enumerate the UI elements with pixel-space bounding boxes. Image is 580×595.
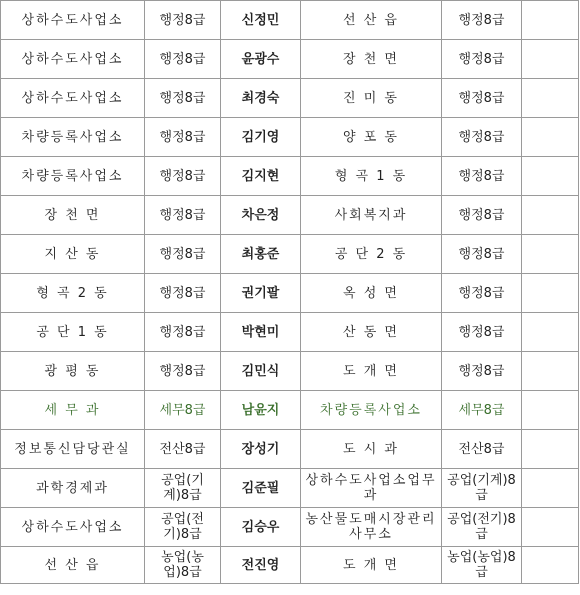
from-dept-cell: 세 무 과: [1, 391, 145, 430]
from-grade-cell: 행정8급: [145, 1, 221, 40]
to-dept-cell: 산 동 면: [301, 313, 442, 352]
name-cell: 차은정: [221, 196, 301, 235]
from-dept-cell: 상하수도사업소: [1, 40, 145, 79]
blank-cell: [522, 508, 579, 547]
table-row: [1, 313, 579, 352]
to-dept-cell: 양 포 동: [301, 118, 442, 157]
to-grade-cell: 전산8급: [442, 430, 522, 469]
from-grade-cell: 행정8급: [145, 40, 221, 79]
to-grade-cell: 행정8급: [442, 1, 522, 40]
from-grade-cell: 전산8급: [145, 430, 221, 469]
to-dept-cell: 사회복지과: [301, 196, 442, 235]
to-dept-cell: 상하수도사업소업무과: [301, 469, 442, 508]
table-row: [1, 391, 579, 430]
to-dept-cell: 차량등록사업소: [301, 391, 442, 430]
blank-cell: [522, 118, 579, 157]
name-cell: 김민식: [221, 352, 301, 391]
blank-cell: [522, 352, 579, 391]
from-dept-cell: 장 천 면: [1, 196, 145, 235]
table-row: [1, 118, 579, 157]
table-row: [1, 1, 579, 40]
to-grade-cell: 행정8급: [442, 79, 522, 118]
from-grade-cell: 농업(농업)8급: [145, 547, 221, 584]
table-body: [1, 1, 579, 584]
from-grade-cell: 공업(기계)8급: [145, 469, 221, 508]
from-grade-cell: 행정8급: [145, 274, 221, 313]
blank-cell: [522, 391, 579, 430]
blank-cell: [522, 313, 579, 352]
from-grade-cell: 행정8급: [145, 352, 221, 391]
name-cell: 김기영: [221, 118, 301, 157]
to-dept-cell: 선 산 읍: [301, 1, 442, 40]
blank-cell: [522, 196, 579, 235]
name-cell: 전진영: [221, 547, 301, 584]
to-grade-cell: 행정8급: [442, 274, 522, 313]
from-grade-cell: 행정8급: [145, 157, 221, 196]
to-grade-cell: 행정8급: [442, 40, 522, 79]
table-row: [1, 352, 579, 391]
name-cell: 최홍준: [221, 235, 301, 274]
blank-cell: [522, 547, 579, 584]
name-cell: 김준필: [221, 469, 301, 508]
from-grade-cell: 행정8급: [145, 313, 221, 352]
table-row: [1, 430, 579, 469]
from-dept-cell: 광 평 동: [1, 352, 145, 391]
blank-cell: [522, 469, 579, 508]
table-row: [1, 508, 579, 547]
name-cell: 김승우: [221, 508, 301, 547]
name-cell: 김지현: [221, 157, 301, 196]
from-grade-cell: 공업(전기)8급: [145, 508, 221, 547]
to-dept-cell: 도 시 과: [301, 430, 442, 469]
blank-cell: [522, 40, 579, 79]
to-dept-cell: 도 개 면: [301, 352, 442, 391]
to-grade-cell: 세무8급: [442, 391, 522, 430]
to-dept-cell: 도 개 면: [301, 547, 442, 584]
to-grade-cell: 행정8급: [442, 235, 522, 274]
from-dept-cell: 과학경제과: [1, 469, 145, 508]
table-row: [1, 547, 579, 584]
to-grade-cell: 농업(농업)8급: [442, 547, 522, 584]
from-dept-cell: 형 곡 2 동: [1, 274, 145, 313]
name-cell: 장성기: [221, 430, 301, 469]
blank-cell: [522, 79, 579, 118]
to-grade-cell: 행정8급: [442, 196, 522, 235]
from-dept-cell: 차량등록사업소: [1, 118, 145, 157]
to-grade-cell: 행정8급: [442, 352, 522, 391]
from-dept-cell: 정보통신담당관실: [1, 430, 145, 469]
name-cell: 권기팔: [221, 274, 301, 313]
name-cell: 윤광수: [221, 40, 301, 79]
blank-cell: [522, 1, 579, 40]
table-row: [1, 274, 579, 313]
to-grade-cell: 행정8급: [442, 157, 522, 196]
to-grade-cell: 행정8급: [442, 313, 522, 352]
from-grade-cell: 행정8급: [145, 235, 221, 274]
from-grade-cell: 세무8급: [145, 391, 221, 430]
to-dept-cell: 옥 성 면: [301, 274, 442, 313]
from-dept-cell: 상하수도사업소: [1, 79, 145, 118]
to-grade-cell: 공업(기계)8급: [442, 469, 522, 508]
blank-cell: [522, 157, 579, 196]
to-dept-cell: 진 미 동: [301, 79, 442, 118]
from-dept-cell: 지 산 동: [1, 235, 145, 274]
table-row: [1, 235, 579, 274]
blank-cell: [522, 430, 579, 469]
name-cell: 최경숙: [221, 79, 301, 118]
from-grade-cell: 행정8급: [145, 118, 221, 157]
blank-cell: [522, 274, 579, 313]
blank-cell: [522, 235, 579, 274]
to-grade-cell: 공업(전기)8급: [442, 508, 522, 547]
to-dept-cell: 공 단 2 동: [301, 235, 442, 274]
name-cell: 신정민: [221, 1, 301, 40]
from-grade-cell: 행정8급: [145, 196, 221, 235]
table-row: [1, 79, 579, 118]
from-dept-cell: 상하수도사업소: [1, 1, 145, 40]
to-dept-cell: 장 천 면: [301, 40, 442, 79]
to-dept-cell: 형 곡 1 동: [301, 157, 442, 196]
from-dept-cell: 선 산 읍: [1, 547, 145, 584]
to-dept-cell: 농산물도매시장관리사무소: [301, 508, 442, 547]
from-dept-cell: 상하수도사업소: [1, 508, 145, 547]
table-row: [1, 157, 579, 196]
to-grade-cell: 행정8급: [442, 118, 522, 157]
name-cell: 박현미: [221, 313, 301, 352]
table-row: [1, 196, 579, 235]
from-dept-cell: 차량등록사업소: [1, 157, 145, 196]
name-cell: 남윤지: [221, 391, 301, 430]
from-grade-cell: 행정8급: [145, 79, 221, 118]
from-dept-cell: 공 단 1 동: [1, 313, 145, 352]
table-row: [1, 469, 579, 508]
table-row: [1, 40, 579, 79]
